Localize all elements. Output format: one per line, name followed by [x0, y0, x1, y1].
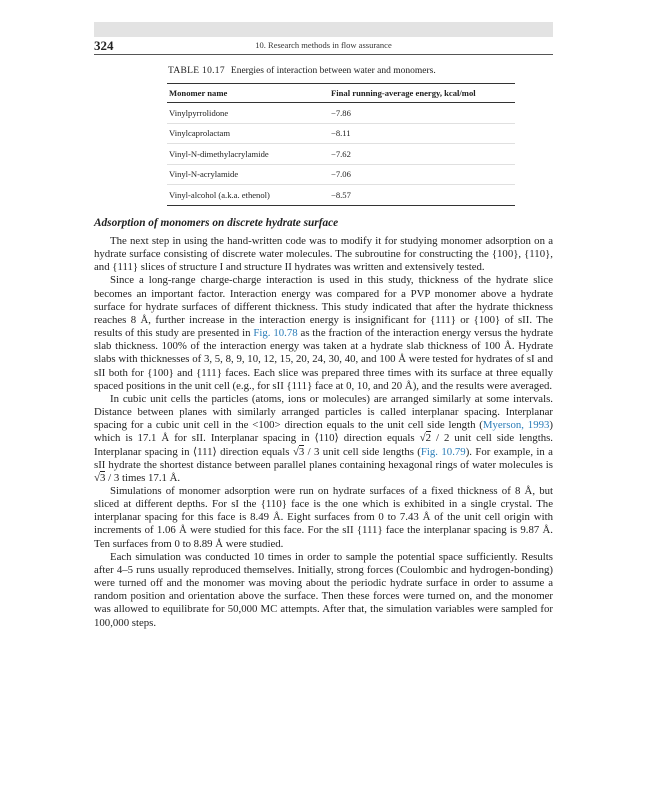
paragraph: [94, 393, 553, 485]
paragraph-text: / 3 times 17.1 Å.: [105, 471, 181, 484]
energy-cell: −8.11: [329, 123, 515, 144]
table-row: [167, 103, 515, 124]
column-header-monomer: Monomer name: [167, 84, 329, 103]
page-number: 324: [94, 38, 114, 53]
table-label: TABLE 10.17: [168, 66, 225, 76]
monomer-cell: Vinylcaprolactam: [167, 123, 329, 144]
paragraph: [94, 274, 553, 392]
monomer-cell: Vinylpyrrolidone: [167, 103, 329, 124]
square-root: √2: [419, 432, 432, 445]
paragraph-text: In cubic unit cells the particles (atoms, ions or molecules) are arranged similarly at some intervals. Distance between planes with similarly arranged particles is called interplanar spacing. Interplanar spacing for a cubic unit cell in the <100> direction equals to the unit cell side length (: [94, 392, 553, 432]
monomer-cell: Vinyl-N-acrylamide: [167, 164, 329, 185]
paragraph-text: Since a long-range charge-charge interaction is used in this study, thickness of the hydrate slice becomes an important factor. Interaction energy was compared for a PVP monomer above a hydrate surface for hydrate surfaces of different thickness. This study indicated that after the hydrate thickness reaches 8 Å, further increase in the interaction energy is insignificant for {111} or {100} of sII. The results of this study are presented in: [94, 274, 553, 340]
table-caption-text: Energies of interaction between water and monomers.: [230, 66, 436, 76]
radicand: 2: [425, 432, 432, 445]
paragraph-text: ). For example, in a sII hydrate the shortest distance between parallel planes containing hexagonal rings of water molecules is: [94, 445, 553, 471]
square-root: √3: [292, 445, 305, 458]
page-header: [94, 38, 553, 55]
table-row: [167, 144, 515, 165]
monomer-cell: Vinyl-N-dimethylacrylamide: [167, 144, 329, 165]
energy-cell: −7.86: [329, 103, 515, 124]
paragraph: Simulations of monomer adsorption were run on hydrate surfaces of a fixed thickness of 8 Å, but sliced at different depths. For sI the {110} face is the one which is exhibited in a single crystal. The interplanar spacing for this face is 8.49 Å. Eight surfaces from 0 to 7.43 Å of the unit cell origin with increments of 1.06 Å were studied for this face. For the sII {111} face the interplanar spacing is 9.87 Å. Ten surfaces from 0 to 8.89 Å were studied.: [94, 484, 553, 550]
square-root: √3: [94, 471, 106, 484]
table-row: [167, 185, 515, 206]
citation-link[interactable]: Myerson, 1993: [482, 419, 550, 432]
paragraph: Each simulation was conducted 10 times in order to sample the potential space sufficiently. Results after 4–5 runs usually reproduced themselves. Initially, strong forces (Coulombic and hydrogen-bonding) were turned off and the monomer was moving about the periodic hydrate surface in order to assume a random position and orientation above the surface. Then these forces were turned on, and the monomer was allowed to equilibrate for 50,000 MC attempts. After that, the simulation variables were sampled for 100,000 steps.: [94, 550, 553, 629]
table-header-row: [167, 84, 515, 103]
paragraph-text: / 3 unit cell side lengths (: [304, 445, 421, 458]
energy-cell: −7.06: [329, 164, 515, 185]
figure-link[interactable]: Fig. 10.78: [253, 327, 298, 340]
radicand: 3: [298, 445, 305, 458]
monomer-cell: Vinyl-alcohol (a.k.a. ethenol): [167, 185, 329, 206]
section-heading: Adsorption of monomers on discrete hydrate surface: [94, 217, 339, 229]
body-text: [94, 235, 553, 630]
running-head: 10. Research methods in flow assurance: [255, 40, 392, 50]
energy-cell: −7.62: [329, 144, 515, 165]
table-row: [167, 123, 515, 144]
paragraph-text: / 2 unit cell side lengths. Interplanar spacing in ⟨111⟩ direction equals: [94, 432, 553, 458]
top-banner: [94, 22, 553, 37]
paragraph-text: ) which is 17.1 Å for sII. Interplanar spacing in ⟨110⟩ direction equals: [94, 419, 553, 445]
paragraph: The next step in using the hand-written code was to modify it for studying monomer adsorption on a hydrate surface consisting of discrete water molecules. The subroutine for constructing the {100}, {110}, and {111} slices of structure I and structure II hydrates was written and extensively tested.: [94, 235, 553, 274]
column-header-energy: Final running-average energy, kcal/mol: [329, 84, 515, 103]
figure-link[interactable]: Fig. 10.79: [420, 445, 466, 458]
paragraph-text: as the fraction of the interaction energy versus the hydrate slab thickness. 100% of the interaction energy was taken at a hydrate slab thickness of 100 Å. Hydrate slabs with thicknesses of 3, 5, 8, 9, 10, 12, 15, 20, 24, 30, 40, and 100 Å were tested for hydrates of sI and sII both for {100} and {111} faces. Each slice was prepared three times with its surface at three equally spaced positions in the unit cell (e.g., for sII {111} face at 0, 10, and 20 Å), and the results were averaged.: [94, 327, 553, 392]
energy-cell: −8.57: [329, 185, 515, 206]
table-caption: [168, 66, 436, 76]
energy-table: [167, 83, 515, 206]
table-row: [167, 164, 515, 185]
radicand: 3: [100, 471, 106, 484]
